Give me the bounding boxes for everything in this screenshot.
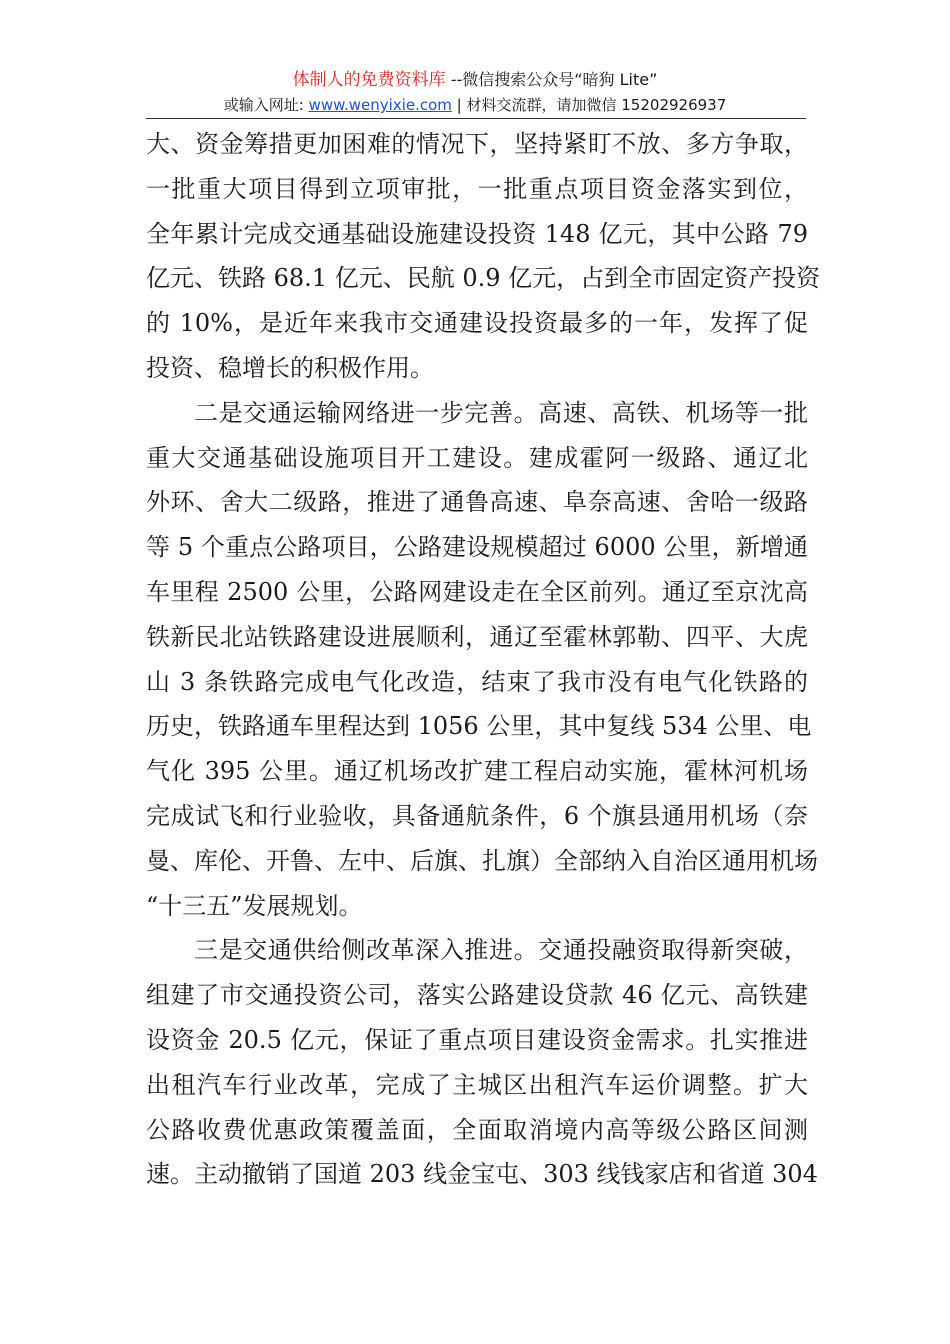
text-line: 等 5 个重点公路项目，公路建设规模超过 6000 公里，新增通: [146, 533, 808, 562]
header-contact-suffix: | 材料交流群，请加微信 15202926937: [451, 96, 727, 114]
text-line: 亿元、铁路 68.1 亿元、民航 0.9 亿元，占到全市固定资产投资: [146, 264, 821, 293]
text-line: 投资、稳增长的积极作用。: [146, 353, 434, 382]
text-line: 山 3 条铁路完成电气化改造，结束了我市没有电气化铁路的: [146, 667, 808, 696]
text-line: 出租汽车行业改革，完成了主城区出租汽车运价调整。扩大: [146, 1070, 808, 1099]
text-line: 全年累计完成交通基础设施建设投资 148 亿元，其中公路 79: [146, 219, 808, 248]
text-line: 设资金 20.5 亿元，保证了重点项目建设资金需求。扎实推进: [146, 1025, 808, 1054]
text-line: 车里程 2500 公里，公路网建设走在全区前列。通辽至京沈高: [146, 577, 808, 606]
text-line: 完成试飞和行业验收，具备通航条件，6 个旗县通用机场（奈: [146, 801, 808, 830]
text-line: 的 10%，是近年来我市交通建设投资最多的一年，发挥了促: [146, 309, 808, 338]
text-line: 气化 395 公里。通辽机场改扩建工程启动实施，霍林河机场: [146, 757, 808, 786]
header-tagline: --微信搜索公众号“暗狗 Lite”: [445, 70, 658, 89]
header-url-link[interactable]: www.wenyixie.com: [308, 96, 452, 114]
text-line: 一批重大项目得到立项审批，一批重点项目资金落实到位，: [146, 174, 808, 203]
text-line: 速。主动撤销了国道 203 线金宝屯、303 线钱家店和省道 304: [146, 1160, 818, 1189]
text-line: 外环、舍大二级路，推进了通鲁高速、阜奈高速、舍哈一级路: [146, 488, 808, 517]
text-line: 组建了市交通投资公司，落实公路建设贷款 46 亿元、高铁建: [146, 981, 808, 1010]
paragraph-first-line: 三是交通供给侧改革深入推进。交通投融资取得新突破，: [194, 936, 808, 965]
header-brand: 体制人的免费资料库: [292, 70, 446, 90]
text-line: 大、资金筹措更加困难的情况下，坚持紧盯不放、多方争取，: [146, 130, 808, 158]
header-divider: [146, 118, 806, 119]
page-header: [0, 70, 950, 115]
document-body: [146, 122, 821, 1197]
text-line: 公路收费优惠政策覆盖面，全面取消境内高等级公路区间测: [146, 1115, 808, 1144]
header-url-prefix: 或输入网址:: [223, 96, 309, 114]
text-line: 铁新民北站铁路建设进展顺利，通辽至霍林郭勒、四平、大虎: [146, 622, 808, 651]
text-line: “十三五”发展规划。: [146, 891, 363, 920]
header-contact: [0, 95, 950, 115]
text-line: 重大交通基础设施项目开工建设。建成霍阿一级路、通辽北: [146, 443, 808, 472]
text-line: 历史，铁路通车里程达到 1056 公里，其中复线 534 公里、电: [146, 712, 812, 741]
text-line: 曼、库伦、开鲁、左中、后旗、扎旗）全部纳入自治区通用机场: [146, 846, 818, 875]
paragraph-first-line: 二是交通运输网络进一步完善。高速、高铁、机场等一批: [194, 398, 808, 427]
header-banner: [0, 70, 950, 90]
